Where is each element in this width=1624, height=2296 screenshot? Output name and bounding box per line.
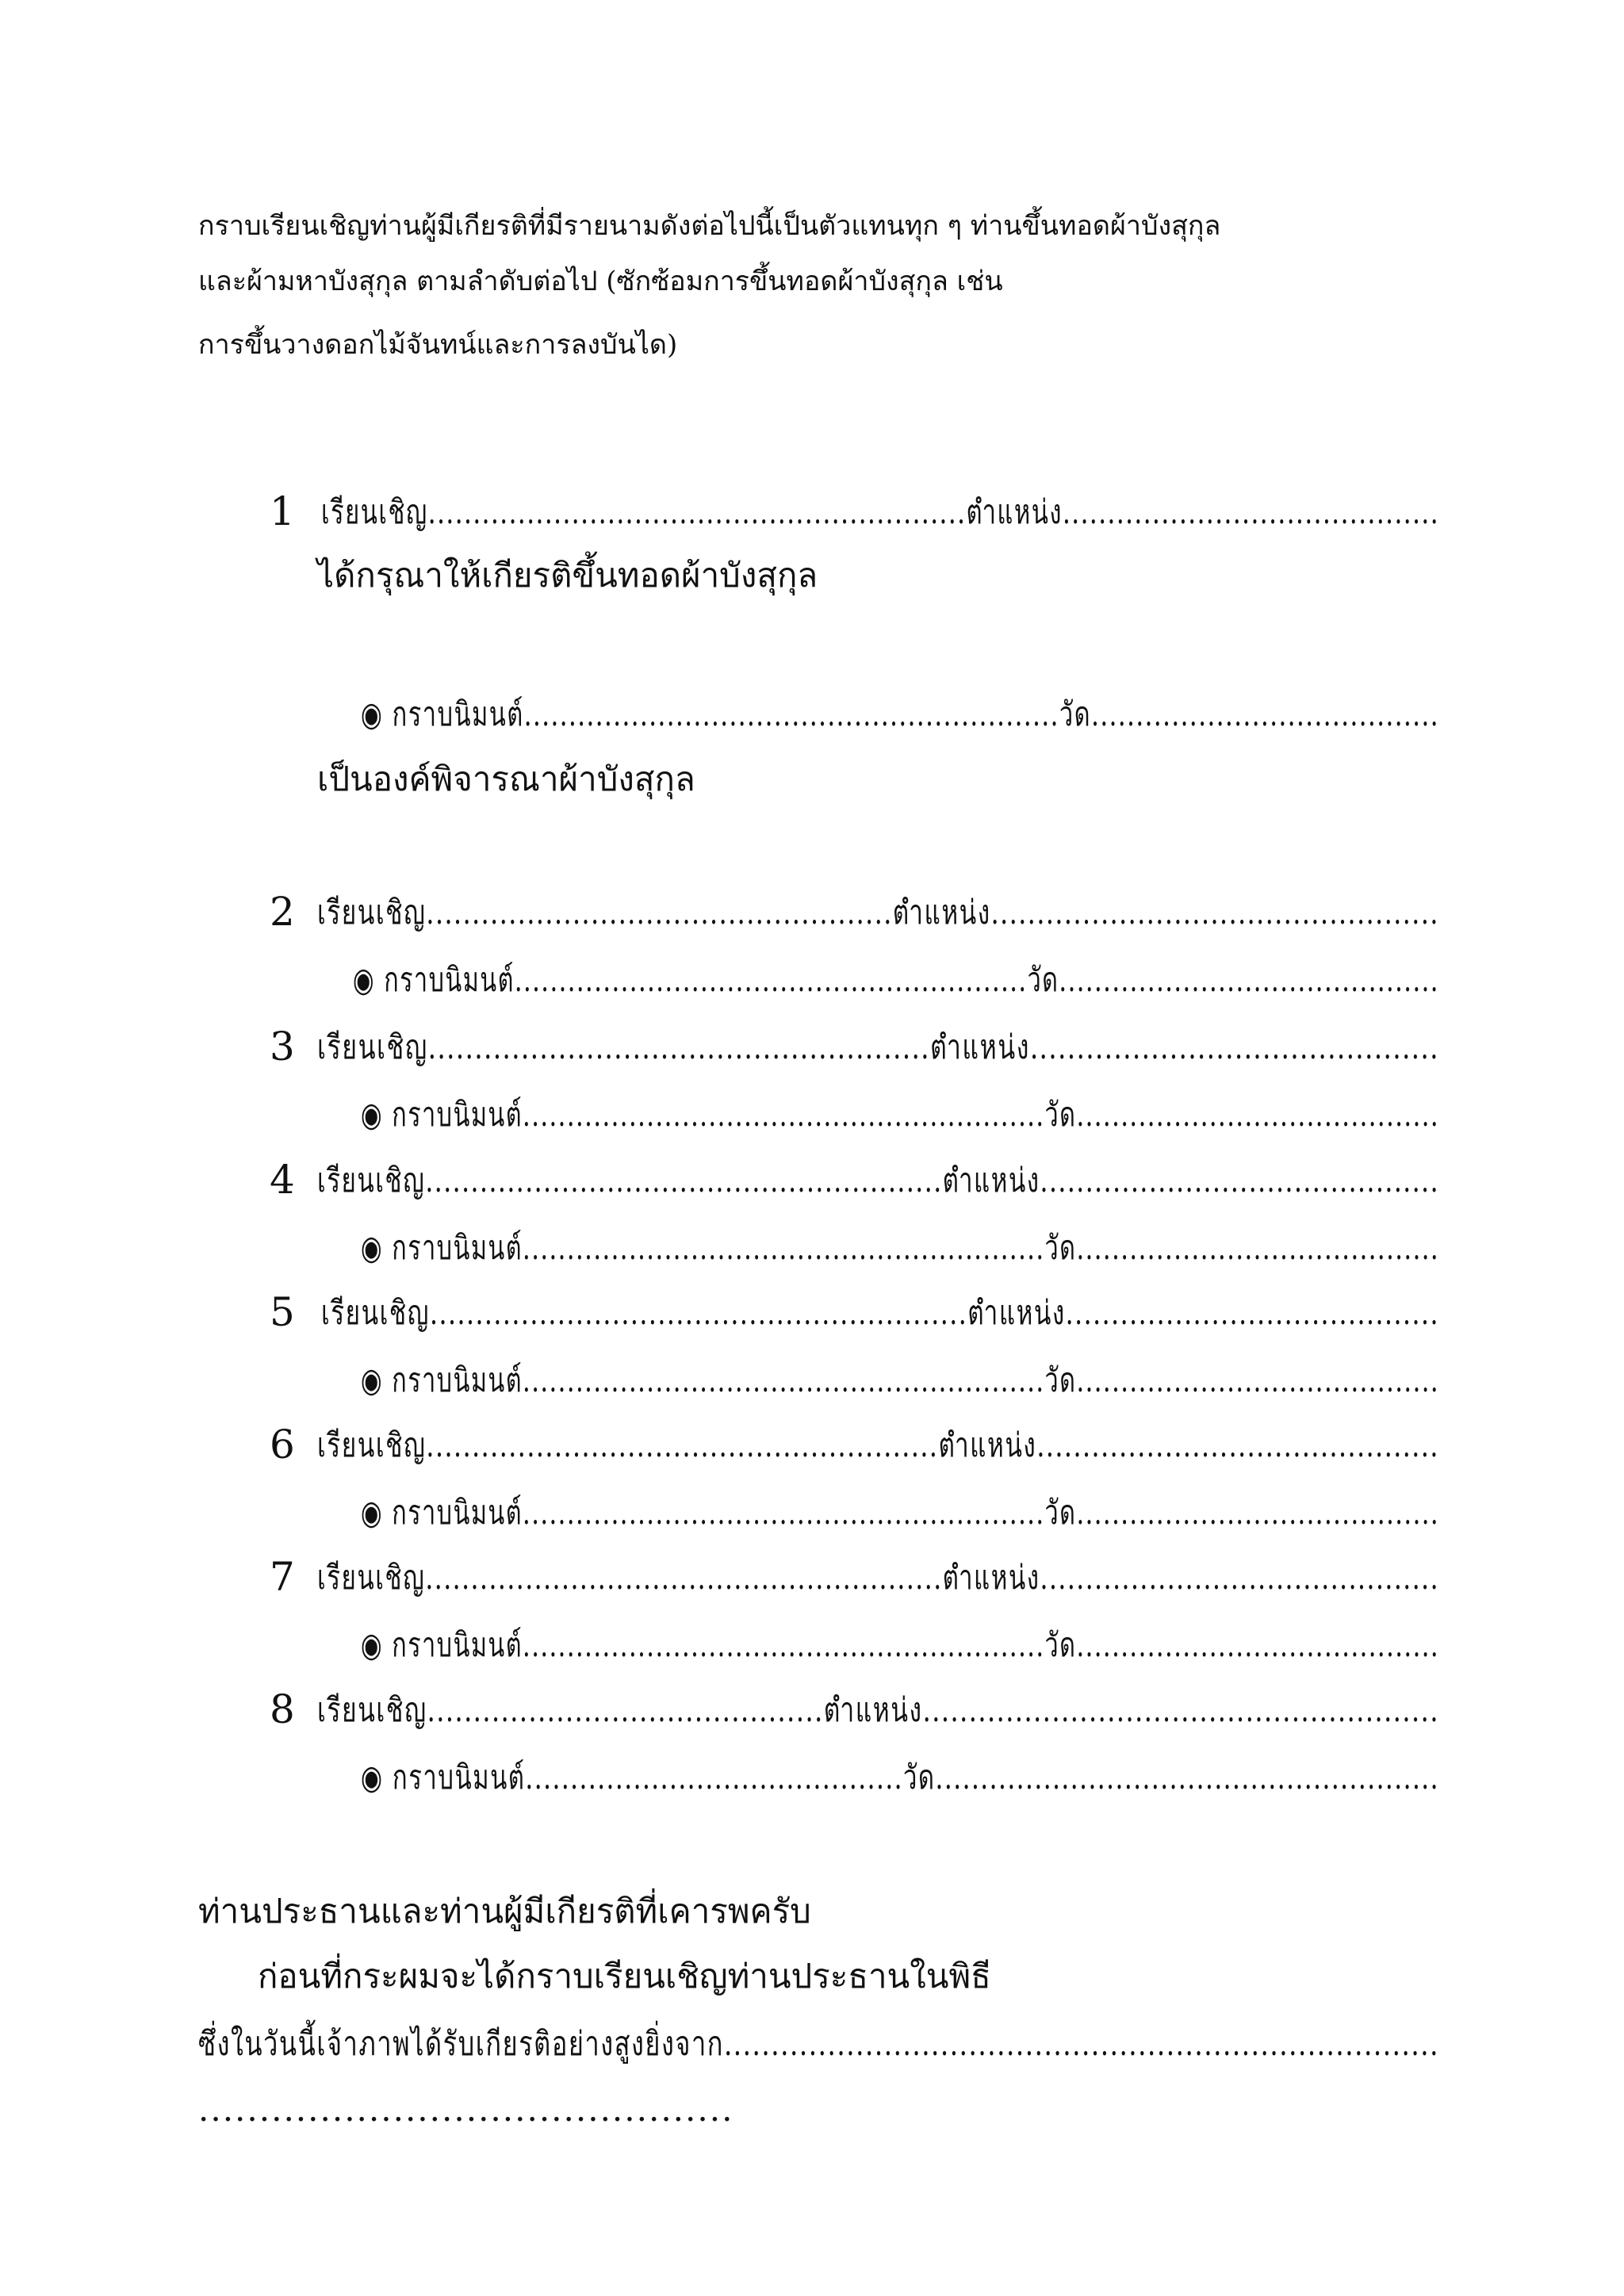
entry-6-monk-line: ◉ กราบนิมนต์...........................................................วัด......................................... bbox=[361, 1493, 1440, 1532]
entry-2-monk-line: ◉ กราบนิมนต์..........................................................วัด........................................... bbox=[353, 960, 1439, 999]
entry-7-invite-line: เรียนเชิญ.........................................................ตำแหน่ง............................................ bbox=[317, 1558, 1440, 1597]
entry-2-number: 2 bbox=[270, 889, 295, 935]
closing-line-2: ก่อนที่กระผมจะได้กราบเรียนเชิญท่านประธานในพิธี bbox=[258, 1957, 991, 1996]
closing-line-3: ซึ่งในวันนี้เจ้าภาพได้รับเกียรติอย่างสูงยิ่งจาก............................................................................ bbox=[198, 2024, 1439, 2063]
intro-line-2: และผ้ามหาบังสุกุล ตามลำดับต่อไป (ซักซ้อมการขึ้นทอดผ้าบังสุกุล เช่น bbox=[198, 266, 1003, 297]
entry-2-invite-line: เรียนเชิญ...................................................ตำแหน่ง................................................. bbox=[317, 893, 1439, 932]
entry-8-number: 8 bbox=[270, 1686, 295, 1732]
entry-8-invite-line: เรียนเชิญ...........................................ตำแหน่ง........................................................ bbox=[317, 1690, 1439, 1729]
closing-line-1: ท่านประธานและท่านผู้มีเกียรติที่เคารพครับ bbox=[198, 1892, 811, 1931]
entry-4-number: 4 bbox=[270, 1157, 295, 1203]
intro-line-3: การขึ้นวางดอกไม้จันทน์และการลงบันได) bbox=[198, 329, 678, 361]
entry-1-note: ได้กรุณาให้เกียรติขึ้นทอดผ้าบังสุกุล bbox=[317, 556, 818, 595]
entry-1-monk-note: เป็นองค์พิจารณาผ้าบังสุกุล bbox=[317, 760, 695, 798]
entry-7-number: 7 bbox=[270, 1554, 295, 1600]
entry-6-number: 6 bbox=[270, 1422, 295, 1468]
entry-1-number: 1 bbox=[270, 488, 295, 534]
closing-line-4: ............................................ bbox=[198, 2090, 734, 2129]
entry-3-number: 3 bbox=[270, 1024, 295, 1070]
entry-3-monk-line: ◉ กราบนิมนต์...........................................................วัด......................................... bbox=[361, 1095, 1440, 1134]
entry-3-invite-line: เรียนเชิญ......................................................ตำแหน่ง............................................ bbox=[317, 1027, 1439, 1066]
entry-5-monk-line: ◉ กราบนิมนต์...........................................................วัด......................................... bbox=[361, 1360, 1440, 1399]
entry-1-invite-line: เรียนเชิญ............................................................ตำแหน่ง.......................................... bbox=[321, 492, 1440, 531]
entry-6-invite-line: เรียนเชิญ........................................................ตำแหน่ง............................................ bbox=[317, 1425, 1439, 1464]
entry-1-monk-line: ◉ กราบนิมนต์............................................................วัด....................................... bbox=[361, 695, 1440, 733]
entry-8-monk-line: ◉ กราบนิมนต์..........................................วัด........................................................ bbox=[361, 1758, 1440, 1797]
entry-5-number: 5 bbox=[270, 1289, 295, 1335]
entry-7-monk-line: ◉ กราบนิมนต์...........................................................วัด......................................... bbox=[361, 1625, 1440, 1664]
entry-4-monk-line: ◉ กราบนิมนต์...........................................................วัด......................................... bbox=[361, 1228, 1440, 1267]
entry-5-invite-line: เรียนเชิญ...........................................................ตำแหน่ง......................................... bbox=[321, 1293, 1440, 1332]
intro-line-1: กราบเรียนเชิญท่านผู้มีเกียรติที่มีรายนามดังต่อไปนี้เป็นตัวแทนทุก ๆ ท่านขึ้นทอดผ้าบังสุกุล bbox=[198, 210, 1221, 242]
entry-4-invite-line: เรียนเชิญ.........................................................ตำแหน่ง............................................ bbox=[317, 1161, 1440, 1200]
